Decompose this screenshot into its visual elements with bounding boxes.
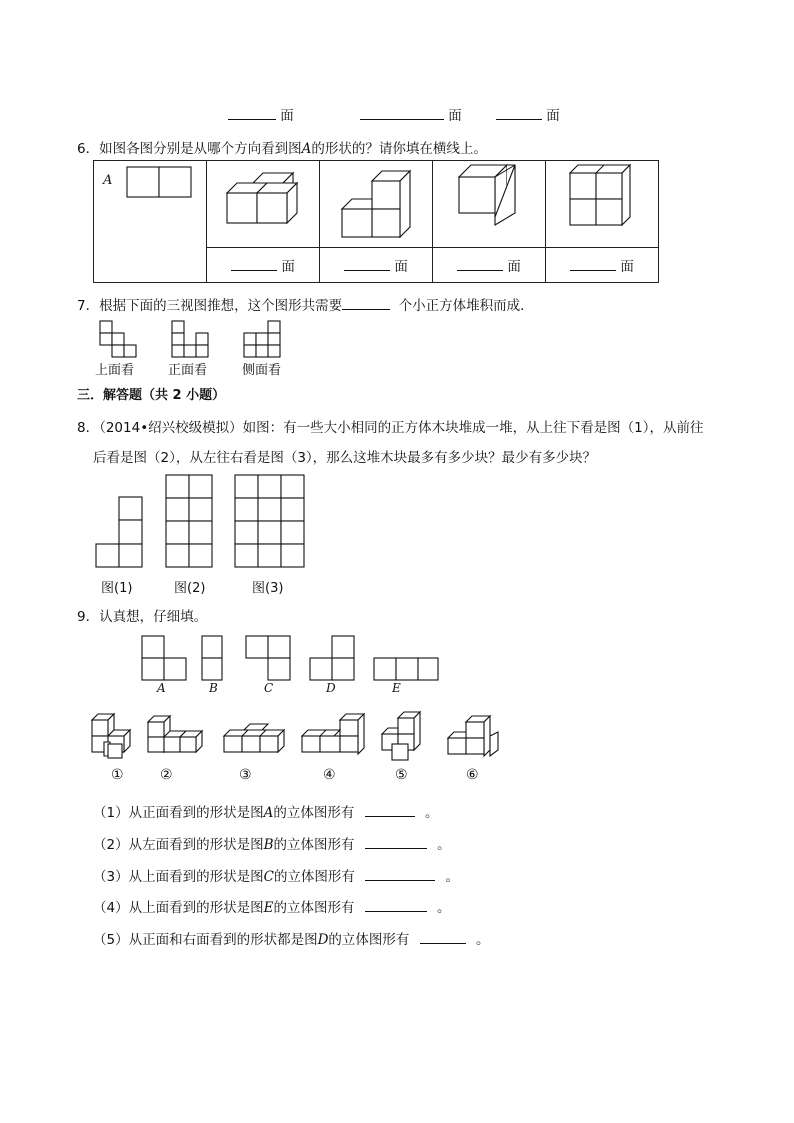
top-view-label: 上面看 <box>95 363 135 378</box>
q7-prompt <box>77 294 534 314</box>
q6-prompt <box>77 137 487 157</box>
item-text-end: 的立体图形有 <box>273 805 355 821</box>
side-view-label: 侧面看 <box>242 363 282 378</box>
face-label: 面 <box>280 108 294 124</box>
top-blank-1-row <box>228 104 294 124</box>
answer-blank[interactable] <box>228 106 276 120</box>
numeral-5: ⑤ <box>395 767 408 783</box>
answer-blank[interactable] <box>570 257 616 271</box>
q6-variable: A <box>301 141 312 157</box>
q6-cube-cell-1 <box>207 161 320 248</box>
numeral-6: ⑥ <box>466 767 479 783</box>
q6-answer-cell-1 <box>207 248 320 283</box>
item-period: 。 <box>445 869 460 885</box>
answer-blank[interactable] <box>365 867 435 881</box>
item-period: 。 <box>437 900 451 916</box>
item-text-end: 的立体图形有 <box>273 900 355 916</box>
solid-5 <box>382 712 420 760</box>
answer-blank[interactable] <box>457 257 503 271</box>
numeral-3: ③ <box>239 767 252 783</box>
q7-three-views <box>98 320 298 358</box>
side-view-shape <box>244 321 280 357</box>
shape-e <box>374 658 438 680</box>
answer-blank[interactable] <box>342 296 390 310</box>
q9-text: 认真想，仔细填。 <box>99 609 208 625</box>
numeral-1: ① <box>111 767 124 783</box>
cube-figure-4 <box>546 161 658 247</box>
item-text: （2）从左面看到的形状是图 <box>93 837 264 853</box>
answer-blank[interactable] <box>365 835 427 849</box>
question-number: 8． <box>77 420 100 436</box>
q7-text: 根据下面的三视图推想，这个图形共需要 <box>99 298 343 314</box>
answer-blank[interactable] <box>360 106 444 120</box>
item-text-end: 的立体图形有 <box>328 932 410 948</box>
label-e: E <box>392 681 401 695</box>
q6-figure-a-cell <box>94 161 207 283</box>
question-number: 9． <box>77 609 100 625</box>
shape-c <box>246 636 290 680</box>
q9-prompt <box>77 605 207 625</box>
item-text-end: 的立体图形有 <box>273 837 355 853</box>
item-text: （4）从上面看到的形状是图 <box>93 900 264 916</box>
q9-item-1 <box>93 801 438 821</box>
answer-blank[interactable] <box>365 803 415 817</box>
face-label: 面 <box>620 259 634 275</box>
q6-cube-cell-4 <box>546 161 659 248</box>
cube-figure-1 <box>207 161 319 247</box>
q6-answer-cell-2 <box>320 248 433 283</box>
numeral-2: ② <box>160 767 173 783</box>
q9-item-3 <box>93 865 459 885</box>
solid-2 <box>148 716 202 752</box>
label-d: D <box>326 681 336 695</box>
solid-6 <box>448 716 498 756</box>
item-variable: A <box>263 805 274 821</box>
item-text: （3）从上面看到的形状是图 <box>93 869 264 885</box>
face-label: 面 <box>507 259 521 275</box>
q7-text-end: 个小正方体堆积而成． <box>398 298 534 314</box>
item-period: 。 <box>476 932 490 948</box>
q6-answer-cell-4 <box>546 248 659 283</box>
front-view-shape <box>172 321 208 357</box>
answer-blank[interactable] <box>420 930 466 944</box>
label-b: B <box>209 681 218 695</box>
solid-3 <box>224 724 284 752</box>
q9-item-4 <box>93 896 451 916</box>
face-label: 面 <box>448 108 462 124</box>
top-view-shape <box>100 321 136 357</box>
q6-text-end: 的形状的？请你填在横线上。 <box>311 141 487 157</box>
fig-2-shape <box>166 475 212 567</box>
fig-1-shape <box>96 497 142 567</box>
cube-figure-2 <box>320 161 432 247</box>
q6-text: 如图各图分别是从哪个方向看到图 <box>99 141 302 157</box>
q6-cube-cell-2 <box>320 161 433 248</box>
answer-blank[interactable] <box>344 257 390 271</box>
fig-3-caption: 图(3) <box>252 581 284 596</box>
face-label: 面 <box>546 108 560 124</box>
q8-line-1 <box>77 416 704 436</box>
q8-figures <box>95 474 315 574</box>
q9-item-5 <box>93 928 490 948</box>
q6-table <box>93 160 659 283</box>
item-variable: C <box>263 869 274 885</box>
q6-cube-cell-3 <box>433 161 546 248</box>
item-text: （1）从正面看到的形状是图 <box>93 805 264 821</box>
face-label: 面 <box>394 259 408 275</box>
numeral-4: ④ <box>323 767 336 783</box>
label-c: C <box>264 681 274 695</box>
q9-item-2 <box>93 833 451 853</box>
shape-d <box>310 636 354 680</box>
fig-3-shape <box>235 475 304 567</box>
item-period: 。 <box>424 805 439 821</box>
q8-text: （2014•绍兴校级模拟）如图：有一些大小相同的正方体木块堆成一堆，从上往下看是图（1），从前往 <box>99 420 704 436</box>
q9-solids <box>90 710 510 766</box>
item-period: 。 <box>437 837 451 853</box>
solid-1 <box>92 714 130 758</box>
q8-line-2: 后看是图（2），从左往右看是图（3），那么这堆木块最多有多少块？最少有多少块？ <box>93 450 597 466</box>
question-number: 6． <box>77 141 100 157</box>
item-text-end: 的立体图形有 <box>273 869 355 885</box>
front-view-label: 正面看 <box>168 363 208 378</box>
q9-view-shapes <box>140 634 450 684</box>
answer-blank[interactable] <box>231 257 277 271</box>
q6-answer-cell-3 <box>433 248 546 283</box>
item-variable: D <box>317 932 329 948</box>
fig-2-caption: 图(2) <box>174 581 206 596</box>
answer-blank[interactable] <box>365 898 427 912</box>
item-variable: B <box>263 837 274 853</box>
question-number: 7． <box>77 298 100 314</box>
cube-figure-3 <box>433 161 545 247</box>
section-3-heading: 三．解答题（共 2 小题） <box>77 388 226 403</box>
item-variable: E <box>263 900 274 916</box>
top-blank-2-row <box>360 104 462 124</box>
fig-1-caption: 图(1) <box>101 581 133 596</box>
solid-4 <box>302 714 364 754</box>
top-blank-3-row <box>496 104 560 124</box>
answer-blank[interactable] <box>496 106 542 120</box>
figure-a-label: A <box>103 173 113 188</box>
item-text: （5）从正面和右面看到的形状都是图 <box>93 932 318 948</box>
label-a: A <box>157 681 166 695</box>
face-label: 面 <box>281 259 295 275</box>
shape-b <box>202 636 222 680</box>
shape-a <box>142 636 186 680</box>
